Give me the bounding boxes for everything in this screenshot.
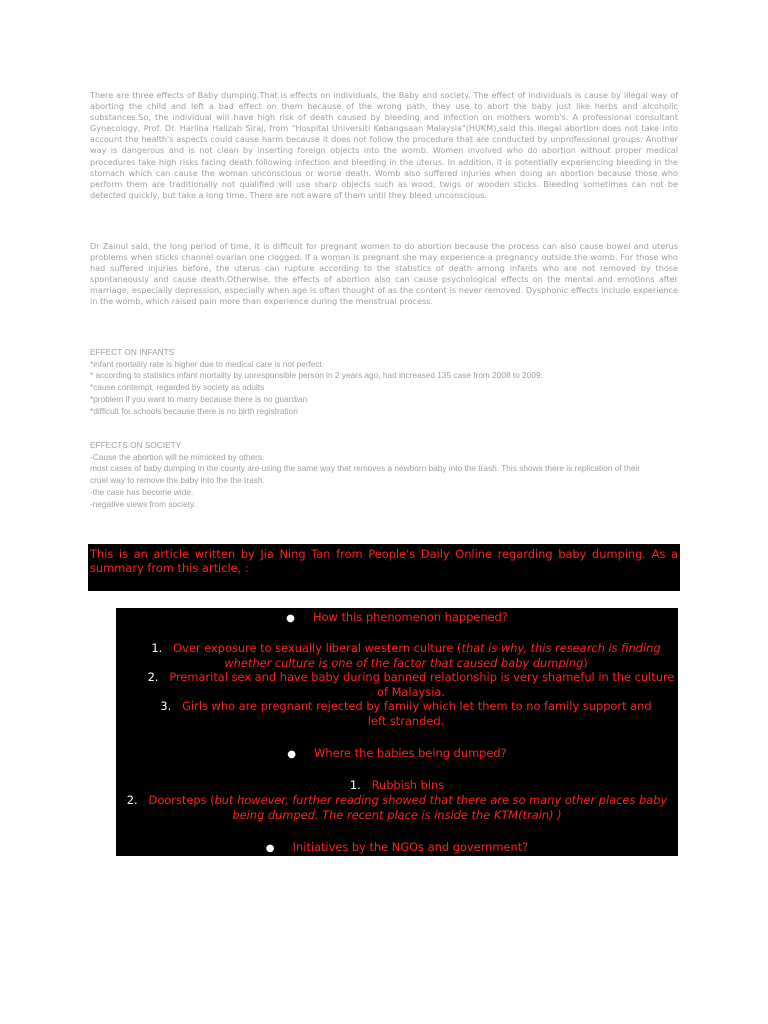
summary-box [116,608,678,856]
infants-item: *difficult for schools because there is no birth registration [90,405,298,416]
effect-on-infants-section [90,347,690,417]
summary-list2-item1: 1. Rubbish bins [349,778,445,792]
effects-paragraph-1: There are three effects of Baby dumping.That is effects on individuals, the Baby and society. The effect of individuals is cause by illegal way of aborting the child and left a bad effect on them because of the wrong path, they use to abort the baby just like herbs and alcoholic substances.So, the individual will have high risk of death caused by bleeding and infection on mothers womb's. A professional consultant Gynecology, Prof. Dr. Harlina Halizah Siraj, from "Hospital Universiti Kebangsaan Malaysia"(HUKM),said this illegal abortion does not take into account the health's aspects could cause harm because it does not follow the procedure that are conducted by unprofessional groups. Another way is dangerous and is not clean by inserting foreign objects into the womb. Women involved who do abortion without proper medical procedures take high risks facing death following infection and bleeding in the uterus. In addition, it is potentially experiencing bleeding in the stomach which can cause the woman unconscious or worse death. Womb also suffered injuries when doing an abortion because those who perform them are traditionally not qualified will use sharp objects such as wood, twigs or wooden sticks. Bleeding sometimes can not be detected quickly, but take a long time. There are not aware of them until they bleed unconscious. [90,90,678,200]
society-item: -Cause the abortion will be mimicked by others. [90,451,265,462]
article-banner [88,544,680,591]
society-heading: EFFECTS ON SOCIETY [90,440,182,450]
banner-text: This is an article written by Jia Ning Tan from People's Daily Online regarding baby dumping. As a summary from this article, : [90,547,678,576]
effects-on-society-section [90,440,650,510]
effects-paragraph-2: Dr Zainul said, the long period of time, it is difficult for pregnant women to do abortion because the process can also cause bowel and uterus problems when sticks channel ovarian one clogged. If a woman is pregnant she may experience a pregnancy outside the womb. For those who had suffered injuries before, the uterus can rupture according to the statistics of death among infants who are not removed by those spontaneously and cause death.Otherwise, the effects of abortion also can cause psychological effects on the mental and emotions after marriage, especially depression, especially when age is often thought of as the content is never removed. Dysphonic effects include experience in the womb, which raised pain more than experience during the menstrual process. [90,241,678,307]
summary-list2-item2: 2. Doorsteps (but however, further reading showed that there are so many other places baby being dumped. The recent place is inside the KTM(train) ) [126,793,668,822]
infants-heading: EFFECT ON INFANTS [90,347,175,357]
summary-list1-item1: 1. Over exposure to sexually liberal western culture (that is why, this research is finding whether culture is one of the factor that caused baby dumping) [151,641,661,670]
bullet-icon: ● [287,749,297,760]
summary-list1-item2: 2. Premarital sex and have baby during banned relationship is very shameful in the culture of Malaysia. [147,670,675,699]
society-item: -negative views from society. [90,498,196,509]
summary-bullet-how: ● How this phenomenon happened? [286,610,508,624]
infants-item: *cause contempt, regarded by society as adults [90,382,265,393]
infants-item: *infant mortality rate is higher due to medical care is not perfect [90,358,322,369]
bullet-icon: ● [265,843,275,854]
bullet-icon: ● [286,613,295,624]
society-item: most cases of baby dumping in the county are using the same way that removes a newborn baby into the trash. This shows there is replication of their cruel way to remove the baby into the the trash. [90,463,641,486]
infants-item: *problem if you want to marry because there is no guardian [90,393,308,404]
summary-bullet-where: ● Where the babies being dumped? [287,746,507,760]
infants-item: * according to statistics infant mortality by unresponsible person in 2 years ago, had increased 135 case from 2008 to 2009. [90,370,543,381]
society-item: -the case has become wide. [90,486,194,497]
summary-bullet-initiatives: ● Initiatives by the NGOs and government? [265,840,529,854]
summary-list1-item3: 3. Girls who are pregnant rejected by family which let them to no family support and left stranded. [160,699,652,728]
